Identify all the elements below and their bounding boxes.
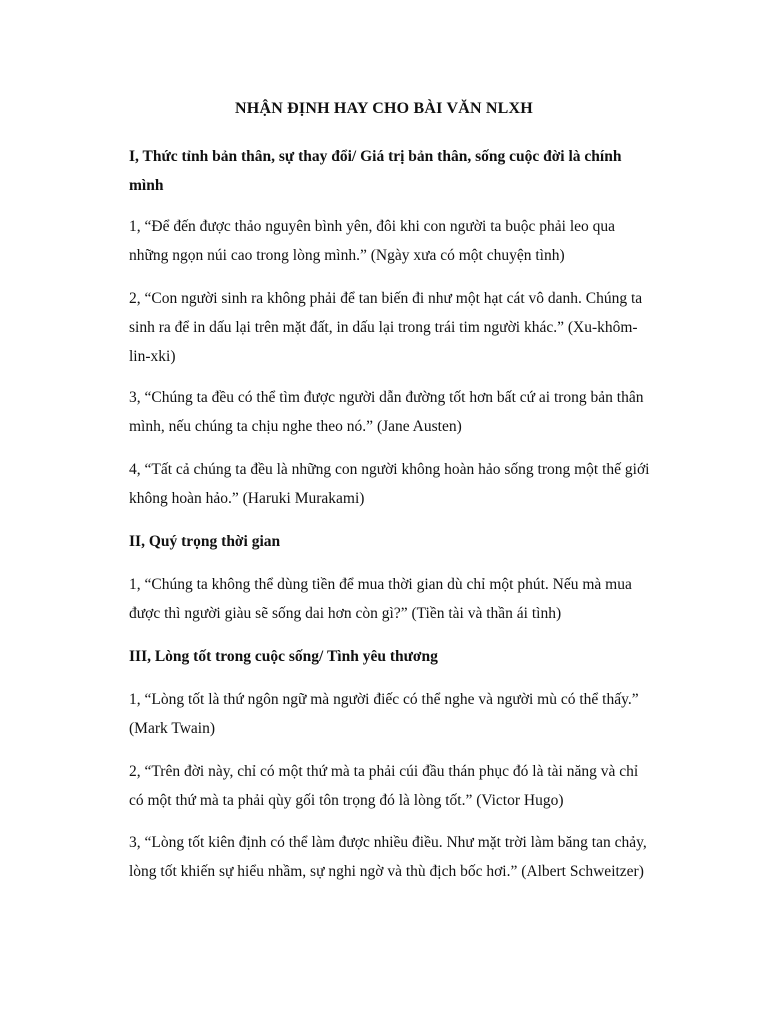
quote-line: mình, nếu chúng ta chịu nghe theo nó.” (Jane Austen) [129,418,462,435]
section-heading-2 [129,527,649,556]
quote-line: 1, “Lòng tốt là thứ ngôn ngữ mà người điếc có thể nghe và người mù có thể thấy.” [129,691,639,708]
quote-line: lòng tốt khiến sự hiểu nhầm, sự nghi ngờ và thù địch bốc hơi.” (Albert Schweitzer) [129,863,644,880]
heading-line: III, Lòng tốt trong cuộc sống/ Tình yêu thương [129,648,438,665]
quote-line: không hoàn hảo.” (Haruki Murakami) [129,490,365,507]
quote-3-1 [129,685,649,743]
quote-line: 4, “Tất cả chúng ta đều là những con người không hoàn hảo sống trong một thế giới [129,461,650,478]
quote-line: 3, “Chúng ta đều có thể tìm được người dẫn đường tốt hơn bất cứ ai trong bản thân [129,389,644,406]
quote-2-1 [129,570,649,628]
heading-line: mình [129,177,164,194]
quote-line: sinh ra để in dấu lại trên mặt đất, in dấu lại trong trái tim người khác.” (Xu-khôm- [129,319,638,336]
quote-line: 2, “Trên đời này, chỉ có một thứ mà ta phải cúi đầu thán phục đó là tài năng và chỉ [129,763,639,780]
document-title: NHẬN ĐỊNH HAY CHO BÀI VĂN NLXH [235,100,533,117]
heading-line: I, Thức tỉnh bản thân, sự thay đổi/ Giá trị bản thân, sống cuộc đời là chính [129,148,622,165]
quote-1-2 [129,284,649,371]
quote-3-2 [129,757,649,815]
quote-line: 2, “Con người sinh ra không phải để tan biến đi như một hạt cát vô danh. Chúng ta [129,290,643,307]
section-heading-1 [129,142,649,200]
section-heading-3 [129,642,649,671]
quote-line: được thì người giàu sẽ sống dai hơn còn gì?” (Tiền tài và thần ái tình) [129,605,562,622]
quote-3-3 [129,828,649,886]
quote-1-3 [129,383,649,441]
quote-line: 1, “Chúng ta không thể dùng tiền để mua thời gian dù chỉ một phút. Nếu mà mua [129,576,632,593]
quote-line: có một thứ mà ta phải qùy gối tôn trọng đó là lòng tốt.” (Victor Hugo) [129,792,564,809]
heading-line: II, Quý trọng thời gian [129,533,281,550]
quote-line: (Mark Twain) [129,720,216,737]
quote-1-1 [129,212,649,270]
quote-line: 1, “Để đến được thảo nguyên bình yên, đôi khi con người ta buộc phải leo qua [129,218,616,235]
quote-line: lin-xki) [129,348,176,365]
quote-line: những ngọn núi cao trong lòng mình.” (Ngày xưa có một chuyện tình) [129,247,565,264]
quote-1-4 [129,455,649,513]
quote-line: 3, “Lòng tốt kiên định có thể làm được nhiều điều. Như mặt trời làm băng tan chảy, [129,834,647,851]
